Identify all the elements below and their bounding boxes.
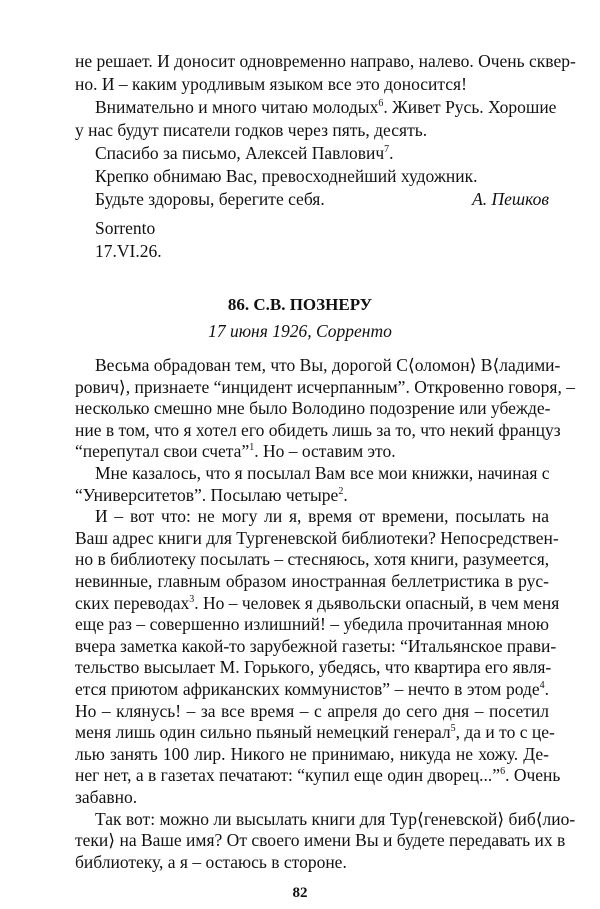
text-line: Весьма обрадован тем, что Вы, дорогой С⟨оломон⟩ В⟨ладими- [95,355,561,375]
footnote-ref: 6 [500,766,506,778]
text-line: рович⟩, признаете “инцидент исчерпанным”. Откровенно говоря, – [75,376,575,397]
text-line: забавно. [75,787,138,807]
text-line: Так вот: можно ли высылать книги для Тур⟨геневской⟩ биб⟨лио- [95,808,576,829]
footnote-ref: 7 [384,144,390,156]
text-line: вчера заметка какой-то зарубежной газеты: “Итальянское прави- [75,635,557,656]
text-line: меня лишь один сильно пьяный немецкий генерал$^5$, да и то с це- [75,722,555,743]
text-line: нег нет, а в газетах печатают: “купил еще один дворец...”$^6$. Очень [75,765,561,786]
footnote-ref: 5 [450,723,456,735]
text-line: И – вот что: не могу ли я, время от времени, посылать на [95,506,549,527]
text-line: несколько смешно мне было Володино подозрение или убежде- [75,398,551,419]
text-line: “перепутал свои счета”$^1$. Но – оставим это. [75,441,396,462]
text-line: Мне казалось, что я посылал Вам все мои книжки, начиная с [95,463,550,483]
footnote-ref: 4 [539,680,545,692]
text-line: Крепко обнимаю Вас, превосходнейший художник. [95,166,478,186]
text-line: но в библиотеку посылать – стесняюсь, хотя книги, разумеется, [75,549,550,570]
footnote-ref: 2 [338,485,344,497]
text-line: Ваш адрес книги для Тургеневской библиотеки? Непосредствен- [75,527,559,548]
text-line: ние в том, что я хотел его обидеть лишь за то, что некий француз [75,419,561,440]
text-line: не решает. И доносит одновременно направо, налево. Очень сквер- [75,51,576,71]
text-line: теки⟩ на Ваше имя? От своего имени Вы и будете передавать их в [75,830,566,851]
text-line: Спасибо за письмо, Алексей Павлович$^7$. [95,143,394,163]
text-line: Будьте здоровы, берегите себя. [95,189,325,209]
text-line: “Университетов”. Посылаю четыре$^2$. [75,484,348,505]
text-line: Но – клянусь! – за все время – с апреля до сего дня – посетил [75,700,549,721]
text-line: но. И – каким уродливым языком все это доносится! [75,74,467,94]
footnote-ref: 6 [378,98,384,110]
letter-dateline: 17 июня 1926, Сорренто [208,321,392,341]
text-line: еще раз – совершенно излишний! – убедила прочитанная мною [75,614,549,635]
text-line: у нас будут писатели годков через пять, десять. [75,120,428,140]
letter-date: 17.VI.26. [95,241,162,261]
text-line: тельство высылает М. Горького, убедясь, что квартира его явля- [75,657,552,678]
letter-heading: 86. С.В. ПОЗНЕРУ [227,295,373,314]
footnote-ref: 1 [249,442,255,454]
signature: А. Пешков [472,189,549,209]
text-line: ется приютом африканских коммунистов” – нечто в этом роде$^4$. [75,679,549,699]
page-number: 82 [292,885,308,901]
footnote-ref: 3 [189,593,195,605]
text-line: невинные, главным образом иностранная беллетристика в рус- [75,571,549,591]
text-line: библиотеку, а я – остаюсь в стороне. [75,851,347,872]
text-line: лью занять 100 лир. Никого не принимаю, никуда не хожу. Де- [75,743,549,764]
text-line: ских переводах$^3$. Но – человек я дьявольски опасный, в чем меня [75,592,560,613]
letter-place: Sorrento [95,218,156,238]
text-line: Внимательно и много читаю молодых$^6$. Живет Русь. Хорошие [95,97,557,117]
